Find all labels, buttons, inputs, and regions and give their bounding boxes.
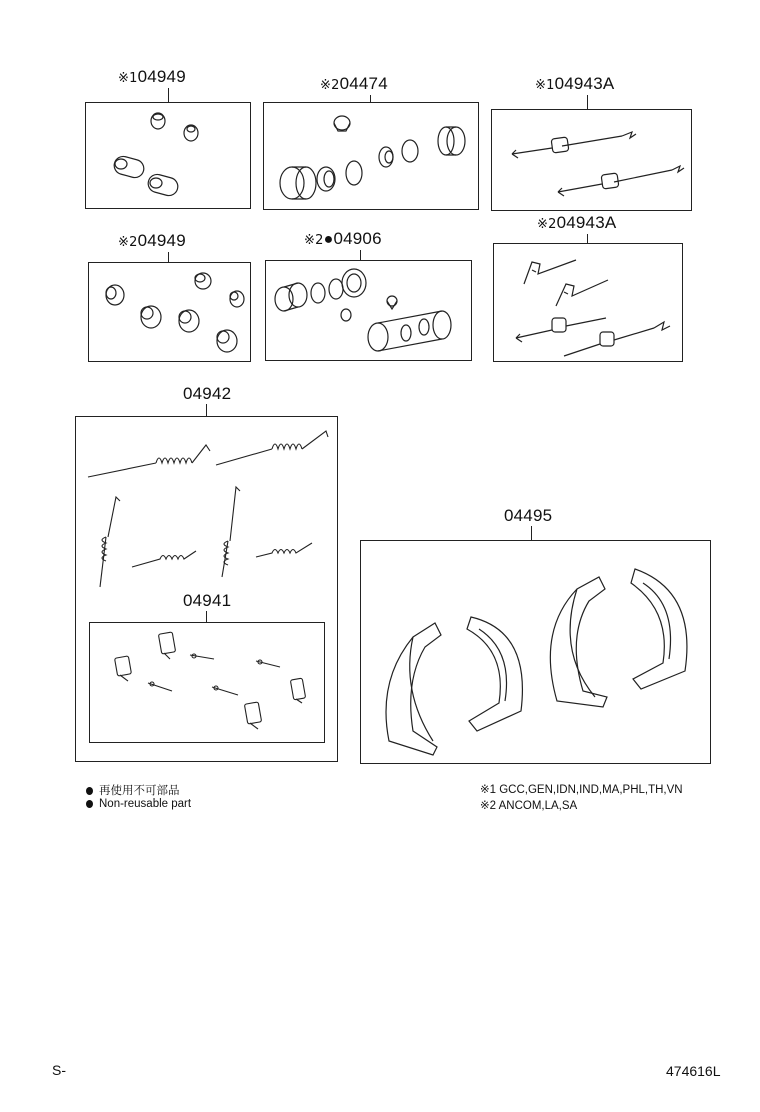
- leader-line: [206, 404, 207, 416]
- part-code: 04943A: [554, 74, 615, 93]
- legend-en: Non-reusable part: [99, 798, 192, 810]
- footer-left: S-: [52, 1062, 66, 1078]
- part-box-04943A-1[interactable]: [491, 109, 692, 211]
- part-code: 04949: [137, 67, 186, 86]
- non-reusable-dot-icon: ●: [323, 231, 334, 248]
- part-code: 04906: [333, 229, 382, 248]
- wheel-cylinder-kit-illustration: [264, 103, 478, 209]
- leader-line: [168, 252, 169, 262]
- hold-down-kit-illustration: [90, 623, 324, 742]
- region-mark: ※2: [118, 235, 138, 250]
- brake-shoe-illustration: [361, 541, 710, 763]
- part-code: 04941: [183, 591, 232, 610]
- part-box-04906[interactable]: [265, 260, 472, 361]
- group-label-2[interactable]: [320, 74, 388, 94]
- group-label-6[interactable]: [537, 213, 616, 233]
- part-box-04474[interactable]: [263, 102, 479, 210]
- group-label-9[interactable]: [504, 506, 552, 526]
- leader-line: [531, 526, 532, 540]
- region-note-2: ※2 ANCOM,LA,SA: [480, 800, 578, 812]
- part-code: 04474: [339, 74, 388, 93]
- group-label-7[interactable]: [183, 384, 231, 404]
- group-label-5[interactable]: [304, 229, 382, 249]
- part-box-04949-2[interactable]: [88, 262, 251, 362]
- seal-kit-illustration: [89, 263, 250, 361]
- group-label-3[interactable]: [535, 74, 614, 94]
- part-code: 04949: [137, 231, 186, 250]
- adjuster-lever-illustration: [494, 244, 682, 361]
- group-label-1[interactable]: [118, 67, 186, 87]
- leader-line: [370, 95, 371, 102]
- region-mark: ※1: [118, 71, 138, 86]
- region-mark: ※1: [535, 78, 555, 93]
- region-mark: ※2: [537, 217, 557, 232]
- region-mark: ※2: [320, 78, 340, 93]
- leader-line: [587, 95, 588, 109]
- seal-kit-illustration: [86, 103, 250, 208]
- leader-line: [360, 250, 361, 260]
- group-label-4[interactable]: [118, 231, 186, 251]
- group-label-8[interactable]: [183, 591, 231, 611]
- leader-line: [168, 88, 169, 102]
- leader-line: [206, 611, 207, 622]
- legend-jp: 再使用不可部品: [99, 785, 180, 797]
- part-box-04941[interactable]: [89, 622, 325, 743]
- part-box-04495[interactable]: [360, 540, 711, 764]
- part-code: 04495: [504, 506, 553, 525]
- legend-row-jp: [86, 782, 180, 798]
- region-mark: ※2: [304, 233, 324, 248]
- adjuster-illustration: [492, 110, 691, 210]
- part-code: 04942: [183, 384, 232, 403]
- non-reusable-dot-icon: [86, 787, 93, 795]
- part-code: 04943A: [556, 213, 617, 232]
- cylinder-kit-illustration: [266, 261, 471, 360]
- legend-row-en: [86, 798, 191, 810]
- leader-line: [587, 234, 588, 243]
- part-box-04943A-2[interactable]: [493, 243, 683, 362]
- footer-code: 474616L: [666, 1063, 721, 1079]
- non-reusable-dot-icon: [86, 800, 93, 808]
- region-note-1: ※1 GCC,GEN,IDN,IND,MA,PHL,TH,VN: [480, 784, 683, 796]
- part-box-04949-1[interactable]: [85, 102, 251, 209]
